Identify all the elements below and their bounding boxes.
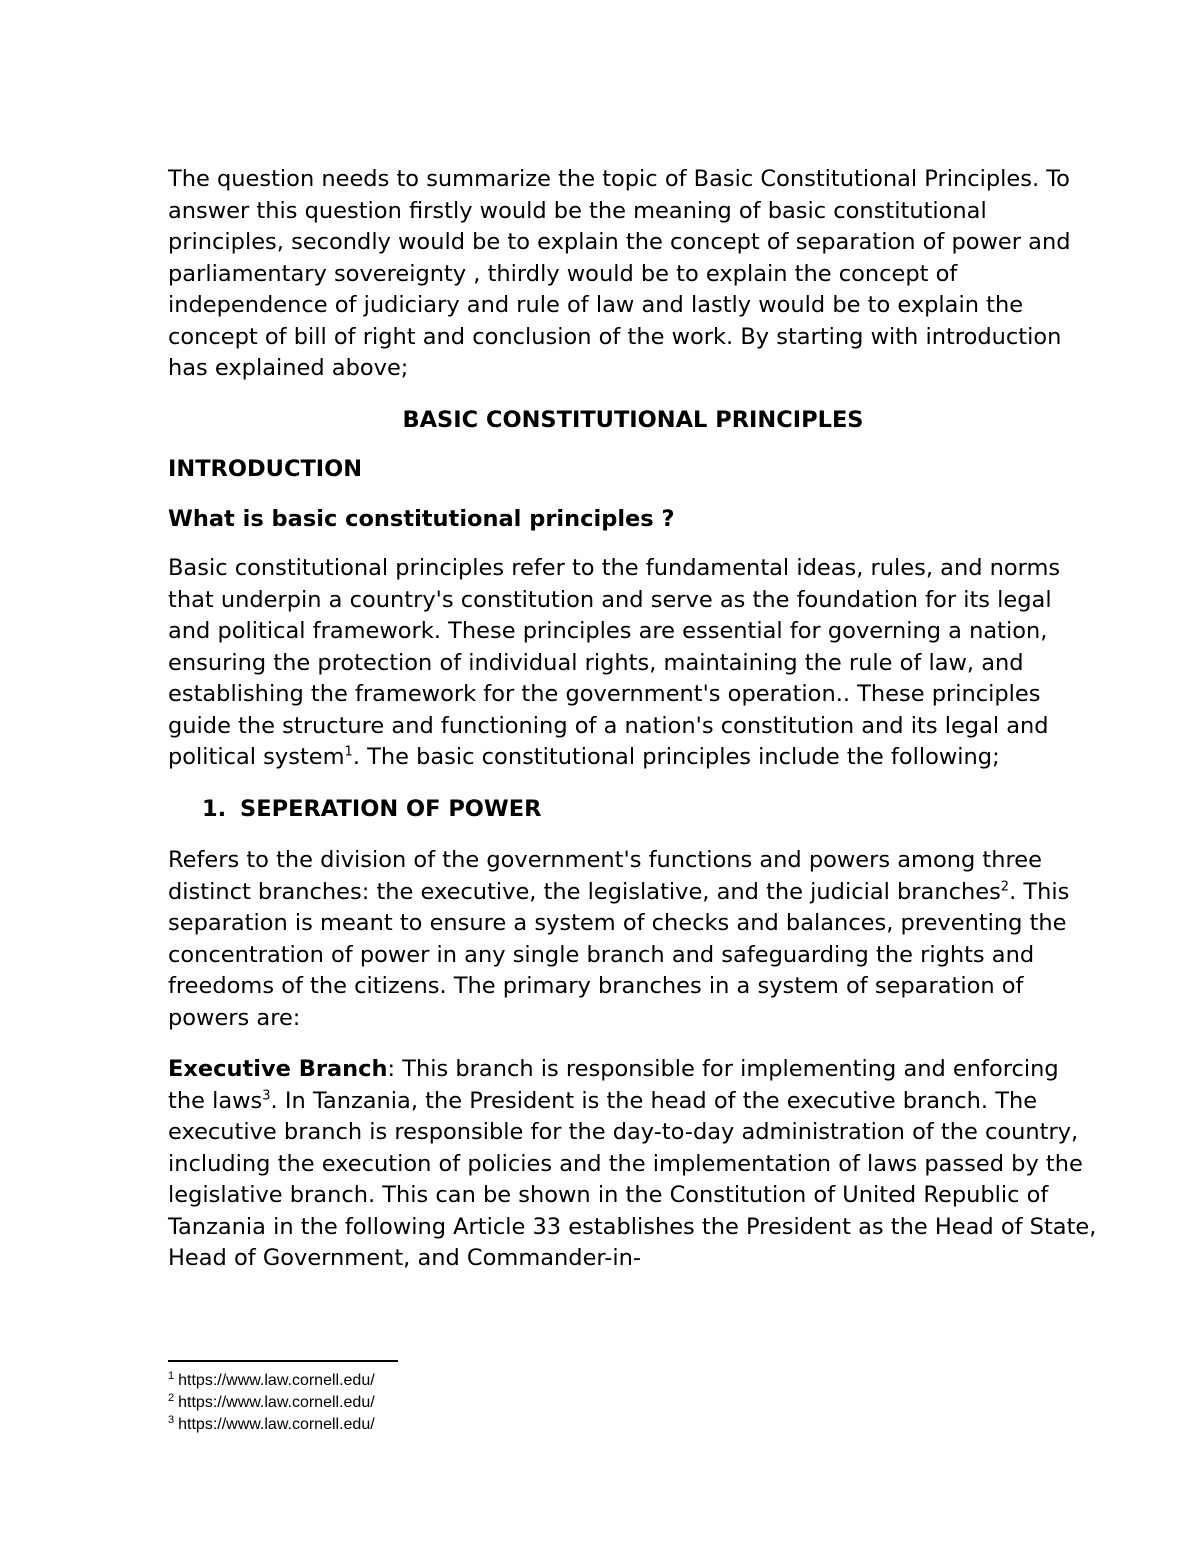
footnote-link[interactable]: https://www.law.cornell.edu/: [178, 1394, 375, 1411]
footnotes-section: [168, 1360, 1068, 1436]
footnote-1: [168, 1370, 1068, 1392]
footnote-link[interactable]: https://www.law.cornell.edu/: [178, 1416, 375, 1433]
separation-text-end: . This separation is meant to ensure a system of checks and balances, preventing the concentration of power in any single branch and safeguarding the rights and freedoms of the citizens. The primary branches in a system of separation of powers are:: [168, 878, 1070, 1031]
section-number: 1.: [202, 795, 227, 822]
footnote-ref-3[interactable]: 3: [262, 1088, 271, 1103]
footnote-number: 3: [168, 1413, 175, 1426]
executive-branch-text-end: . In Tanzania, the President is the head of the executive branch. The executive branch is responsible for the day-to-day administration of the country, including the execution of policies and the implementation of laws passed by the legislative branch. This can be shown in the Constitution of United Republic of Tanzania in the following Article 33 establishes the President as the Head of State, Head of Government, and Commander-in-: [168, 1087, 1097, 1271]
document-title: BASIC CONSTITUTIONAL PRINCIPLES: [402, 406, 864, 433]
executive-branch-text: : This branch is responsible for implementing and enforcing the laws: [168, 1056, 1059, 1114]
definition-text: Basic constitutional principles refer to the fundamental ideas, rules, and norms that underpin a country's constitution and serve as the foundation for its legal and political framework. These principles are essential for governing a nation, ensuring the protection of individual rights, maintaining the rule of law, and establishing the framework for the government's operation.. These principles guide the structure and functioning of a nation's constitution and its legal and political system: [168, 555, 1061, 770]
footnote-3: [168, 1414, 1068, 1436]
definition-paragraph: [168, 553, 1098, 774]
footnote-number: 1: [168, 1369, 175, 1382]
question-heading: What is basic constitutional principles ?: [168, 505, 675, 532]
separation-text: Refers to the division of the government's functions and powers among three distinct branches: the executive, the legislative, and the judicial branches: [168, 847, 1042, 905]
definition-text-end: . The basic constitutional principles include the following;: [352, 744, 1000, 770]
executive-branch-paragraph: [168, 1054, 1098, 1275]
document-body: [168, 164, 1098, 1295]
footnote-2: [168, 1392, 1068, 1414]
intro-paragraph: The question needs to summarize the topic of Basic Constitutional Principles. To answer this question firstly would be the meaning of basic constitutional principles, secondly would be to explain the concept of separation of power and parliamentary sovereignty , thirdly would be to explain the concept of independence of judiciary and rule of law and lastly would be to explain the concept of bill of right and conclusion of the work. By starting with introduction has explained above;: [168, 166, 1071, 381]
footnote-ref-2[interactable]: 2: [1000, 879, 1010, 894]
section-heading-separation-of-power: [168, 794, 1098, 826]
footnote-number: 2: [168, 1391, 175, 1404]
footnote-link[interactable]: https://www.law.cornell.edu/: [178, 1372, 375, 1389]
introduction-heading: INTRODUCTION: [168, 456, 363, 482]
footnote-ref-1[interactable]: 1: [344, 744, 353, 760]
executive-branch-label: Executive Branch: [168, 1056, 388, 1082]
separation-paragraph: [168, 845, 1098, 1034]
section-title: SEPERATION OF POWER: [240, 795, 542, 822]
footnote-separator: [168, 1360, 398, 1362]
